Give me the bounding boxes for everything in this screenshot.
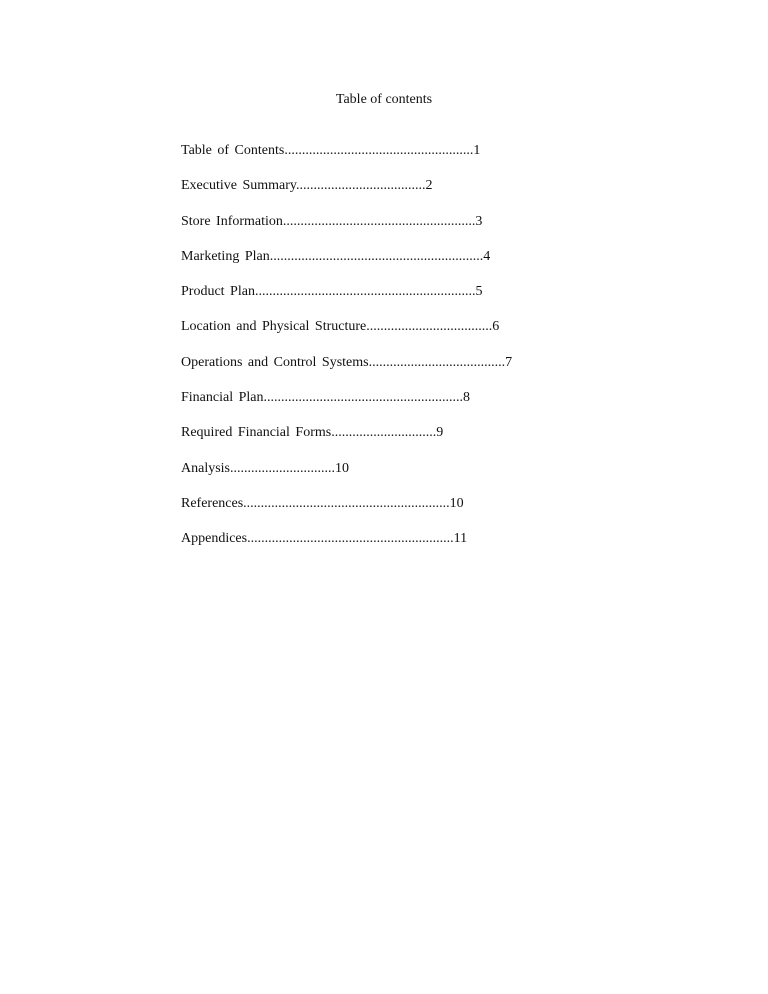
toc-entry-marketing-plan: Marketing Plan.............................................................4 [181, 248, 491, 264]
toc-entry-analysis: Analysis..............................10 [181, 460, 349, 476]
toc-entry-table-of-contents: Table of Contents......................................................1 [181, 143, 481, 158]
toc-entry-appendices: Appendices...........................................................11 [181, 531, 468, 547]
toc-entry-location-physical-structure: Location and Physical Structure....................................6 [181, 319, 500, 335]
toc-entry-product-plan: Product Plan...............................................................5 [181, 284, 483, 300]
toc-list [181, 142, 512, 566]
toc-entry-store-information: Store Information.......................................................3 [181, 213, 483, 229]
toc-heading: Table of contents [335, 92, 433, 107]
toc-entry-executive-summary: Executive Summary.....................................2 [181, 178, 433, 194]
toc-entry-financial-plan: Financial Plan.........................................................8 [181, 390, 470, 406]
toc-entry-operations-control-systems: Operations and Control Systems.......................................7 [181, 354, 513, 370]
toc-entry-required-financial-forms: Required Financial Forms..............................9 [181, 425, 444, 441]
toc-entry-references: References...........................................................10 [181, 495, 464, 511]
